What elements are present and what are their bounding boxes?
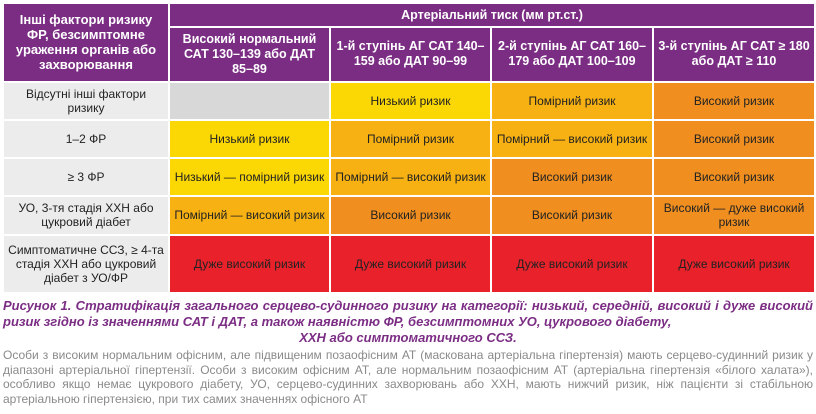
- risk-cell: Дуже високий ризик: [169, 235, 330, 293]
- column-header-grade-1: 1-й ступінь АГ САТ 140–159 або ДАТ 90–99: [330, 27, 491, 81]
- row-label: УО, 3-тя стадія ХХН або цукровий діабет: [3, 196, 169, 234]
- table-row: [3, 235, 815, 293]
- row-label: Відсутні інші фактори ризику: [3, 82, 169, 120]
- table-row: [3, 82, 815, 120]
- risk-cell: Помірний — високий ризик: [491, 120, 653, 158]
- row-label: Симптоматичне ССЗ, ≥ 4-та стадія ХХН або цукровий діабет з УО/ФР: [3, 235, 169, 293]
- figure-caption-line-1: Рисунок 1. Стратифікація загального серцево-судинного ризику на категорії: низький, середній, високий і дуже високий ризик згідно із значеннями САТ і ДАТ, а також наявністю ФР, безсимптомних УО, цукрового діабету,: [3, 298, 813, 329]
- table-row: [3, 120, 815, 158]
- risk-cell: Дуже високий ризик: [491, 235, 653, 293]
- risk-cell: Помірний — високий ризик: [169, 196, 330, 234]
- risk-cell: Високий ризик: [653, 120, 815, 158]
- table-row: [3, 158, 815, 196]
- risk-cell: Низький — помірний ризик: [169, 158, 330, 196]
- risk-cell: Низький ризик: [169, 120, 330, 158]
- row-label: ≥ 3 ФР: [3, 158, 169, 196]
- row-label: 1–2 ФР: [3, 120, 169, 158]
- column-header-high-normal: Високий нормальний САТ 130–139 або ДАТ 85–89: [169, 27, 330, 81]
- risk-cell: Високий — дуже високий ризик: [653, 196, 815, 234]
- risk-cell: Помірний ризик: [491, 82, 653, 120]
- risk-cell: Дуже високий ризик: [330, 235, 491, 293]
- risk-cell: Помірний ризик: [330, 120, 491, 158]
- risk-cell: Помірний — високий ризик: [330, 158, 491, 196]
- risk-stratification-table: [2, 2, 816, 294]
- risk-cell: Високий ризик: [653, 82, 815, 120]
- blood-pressure-header: Артеріальний тиск (мм рт.ст.): [169, 3, 815, 27]
- column-header-grade-3: 3-й ступінь АГ САТ ≥ 180 або ДАТ ≥ 110: [653, 27, 815, 81]
- table-row: [3, 196, 815, 234]
- risk-cell: Високий ризик: [491, 196, 653, 234]
- risk-cell: Низький ризик: [330, 82, 491, 120]
- column-header-grade-2: 2-й ступінь АГ САТ 160–179 або ДАТ 100–109: [491, 27, 653, 81]
- figure-caption: [3, 298, 813, 346]
- risk-cell: Високий ризик: [491, 158, 653, 196]
- risk-cell: Високий ризик: [653, 158, 815, 196]
- corner-header: Інші фактори ризику ФР, безсимптомне ураження органів або захворювання: [3, 3, 169, 82]
- figure-caption-line-2: ХХН або симптоматичного ССЗ.: [299, 330, 517, 345]
- risk-cell: Високий ризик: [330, 196, 491, 234]
- risk-cell: Дуже високий ризик: [653, 235, 815, 293]
- risk-cell-empty: [169, 82, 330, 120]
- figure-note: Особи з високим нормальним офісним, але підвищеним позаофісним АТ (маскована артеріальна гіпертензія) мають серцево-судинний ризик у діапазоні артеріальної гіпертензії. Особи з високим офісним АТ, але нормальним позаофісним АТ (артеріальна гіпертензія «білого халата»), особливо якщо немає цукрового діабету, УО, серцево-судинних захворювань або ХХН, мають нижчий ризик, ніж пацієнти зі стабільною артеріальною гіпертензією, при тих самих значеннях офісного АТ: [3, 348, 813, 406]
